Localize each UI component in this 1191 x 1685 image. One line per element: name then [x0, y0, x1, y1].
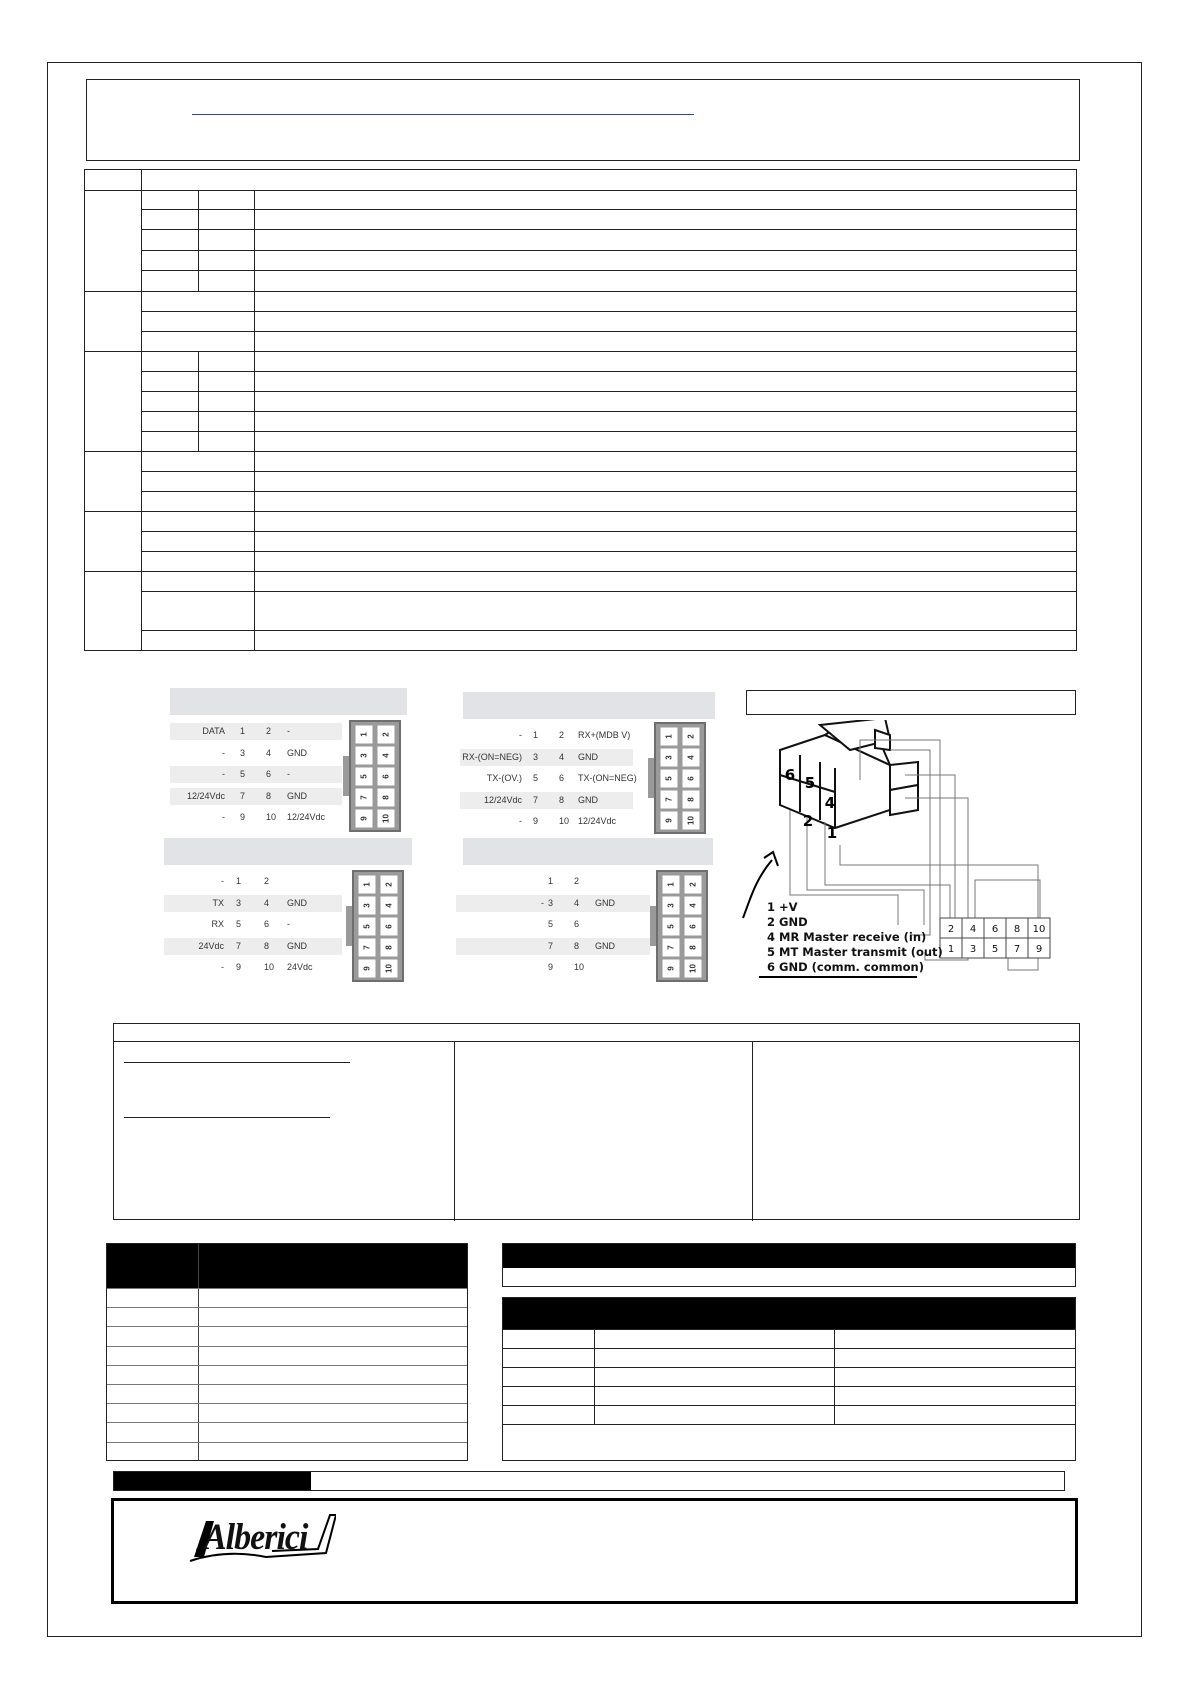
connector-pin-cell: 7: [661, 791, 678, 809]
pin-number-a: 7: [533, 794, 539, 805]
header-link[interactable]: [192, 114, 694, 115]
pin-label-right: GND: [287, 897, 307, 908]
connector-pin-cell: 4: [683, 749, 700, 767]
brand-name: Alberici: [204, 1517, 308, 1558]
info-box-1-header: [503, 1244, 1075, 1268]
connector-pin-cell: 3: [356, 747, 373, 765]
plug-title-box: [746, 690, 1076, 715]
spec-table: [84, 169, 1077, 651]
connector-pin-cell: 7: [356, 789, 373, 807]
connector-pin-cell: 4: [378, 747, 395, 765]
footer-box: [111, 1498, 1078, 1604]
info-box-1: [502, 1243, 1076, 1287]
connector-key-tab: [343, 756, 349, 796]
pin-number-b: 6: [559, 773, 565, 783]
pin-label-right: GND: [287, 940, 307, 951]
pin-label-left: -: [221, 876, 224, 886]
notes-header-line: [114, 1041, 1079, 1042]
connector-pin-cell: 5: [359, 918, 376, 936]
legend-line-4: 5 MT Master transmit (out): [767, 945, 943, 959]
legend-line-2: 2 GND: [767, 915, 808, 929]
pin-number-a: 9: [548, 962, 554, 972]
connector-pin-cell: 8: [685, 939, 702, 957]
code-table-row-line: [107, 1365, 467, 1366]
connector-pin-cell: 5: [661, 770, 678, 788]
connector-pin-cell: 8: [381, 939, 398, 957]
connector-pin-cell: 1: [663, 876, 680, 894]
connector-key-tab: [346, 906, 352, 946]
pin-number-b: 4: [574, 897, 580, 908]
pin-label-left: 12/24Vdc: [186, 790, 225, 801]
code-table-row-line: [107, 1384, 467, 1385]
connector-pin-cell: 10: [683, 812, 700, 830]
plug-block-number: 5: [804, 774, 816, 792]
plug-block-number: 1: [826, 824, 838, 842]
progress-bar: [113, 1471, 1065, 1491]
progress-fill: [114, 1472, 311, 1490]
connector-pin-cell: 6: [685, 918, 702, 936]
plug-block-number: 4: [824, 794, 836, 812]
pin-label-right: -: [287, 726, 290, 736]
connector-pin-cell: 6: [378, 768, 395, 786]
connector-pin-cell: 2: [683, 728, 700, 746]
legend-line-3: 4 MR Master receive (in): [767, 930, 927, 944]
pin-label-left: -: [519, 816, 522, 826]
connector-panel-title-top-left: [170, 688, 407, 715]
pin-label-right: GND: [578, 794, 598, 805]
info-table-col-divider: [834, 1329, 835, 1424]
info-table-col-divider: [594, 1329, 595, 1424]
code-table-header: [107, 1244, 467, 1288]
pin-label-left: -: [221, 962, 224, 972]
connector-pin-cell: 3: [359, 897, 376, 915]
legend-line-1: 1 +V: [767, 900, 798, 914]
header-pin-bottom: 9: [1035, 944, 1043, 955]
pin-label-left: TX: [212, 897, 224, 908]
connector-pin-cell: 9: [663, 960, 680, 978]
pin-label-right: GND: [595, 897, 615, 908]
header-pin-top: 4: [969, 924, 977, 935]
pin-label-left: RX-(ON=NEG): [462, 751, 522, 762]
pin-number-b: 8: [266, 790, 272, 801]
pin-number-b: 4: [559, 751, 565, 762]
pin-label-right: GND: [578, 751, 598, 762]
pin-number-a: 1: [236, 876, 242, 886]
pin-label-right: -: [287, 919, 290, 929]
pin-label-right: GND: [287, 790, 307, 801]
connector-housing-icon: [656, 870, 708, 982]
notes-box: [113, 1023, 1080, 1220]
pin-label-left: -: [541, 897, 544, 908]
pin-number-b: 8: [574, 940, 580, 951]
pin-label-right: -: [287, 769, 290, 779]
connector-panel-title-bottom-middle: [463, 838, 713, 865]
connector-pin-cell: 6: [381, 918, 398, 936]
pin-number-b: 10: [559, 816, 570, 826]
info-table-row-line: [503, 1348, 1075, 1349]
plug-legend: [767, 900, 943, 975]
pin-number-a: 9: [240, 812, 246, 822]
pin-number-b: 4: [264, 897, 270, 908]
header-pin-bottom: 5: [991, 944, 999, 955]
connector-pin-cell: 7: [663, 939, 680, 957]
header-pin-top: 10: [1032, 924, 1046, 935]
info-table-row-line: [503, 1329, 1075, 1330]
pin-label-left: -: [222, 747, 225, 758]
legend-line-5: 6 GND (comm. common): [767, 960, 924, 974]
connector-housing-icon: [654, 722, 706, 834]
plug-block-number: 2: [802, 812, 814, 830]
pin-number-b: 2: [266, 726, 272, 736]
connector-pin-cell: 2: [378, 726, 395, 744]
code-table-row-line: [107, 1442, 467, 1443]
pin-label-right: 24Vdc: [287, 962, 313, 972]
info-table-row-line: [503, 1367, 1075, 1368]
pin-label-left: -: [222, 769, 225, 779]
connector-pin-cell: 3: [661, 749, 678, 767]
pin-number-b: 2: [559, 730, 565, 740]
code-table-row-line: [107, 1288, 467, 1289]
pin-number-a: 1: [548, 876, 554, 886]
pin-label-right: GND: [287, 747, 307, 758]
connector-pin-cell: 5: [356, 768, 373, 786]
pin-number-b: 2: [264, 876, 270, 886]
code-table-col-divider: [198, 1244, 199, 1460]
connector-pin-cell: 8: [378, 789, 395, 807]
pin-number-a: 3: [548, 897, 554, 908]
pin-label-left: DATA: [202, 726, 225, 736]
code-table-row-line: [107, 1307, 467, 1308]
legend-underline: [759, 976, 917, 978]
pin-number-b: 8: [559, 794, 565, 805]
pin-label-left: TX-(OV.): [486, 773, 522, 783]
pin-label-left: -: [519, 730, 522, 740]
pin-number-a: 9: [533, 816, 539, 826]
connector-housing-icon: [352, 870, 404, 982]
pin-number-b: 2: [574, 876, 580, 886]
pin-label-left: 24Vdc: [198, 940, 224, 951]
connector-pin-cell: 6: [683, 770, 700, 788]
pin-number-a: 1: [533, 730, 539, 740]
pin-number-a: 5: [548, 919, 554, 929]
notes-divider-2: [752, 1041, 753, 1221]
header-pin-bottom: 3: [969, 944, 977, 955]
pin-number-a: 1: [240, 726, 246, 736]
notes-divider-1: [454, 1041, 455, 1221]
pin-label-right: GND: [595, 940, 615, 951]
code-table-row-line: [107, 1403, 467, 1404]
pin-number-b: 6: [264, 919, 270, 929]
pin-number-a: 3: [533, 751, 539, 762]
pin-number-b: 8: [264, 940, 270, 951]
pin-label-left: 12/24Vdc: [483, 794, 522, 805]
connector-pin-cell: 1: [359, 876, 376, 894]
pin-label-left: RX: [211, 919, 224, 929]
pin-number-b: 10: [266, 812, 277, 822]
code-table-row-line: [107, 1422, 467, 1423]
connector-pin-cell: 9: [356, 810, 373, 828]
connector-pin-cell: 10: [381, 960, 398, 978]
connector-pin-cell: 2: [685, 876, 702, 894]
pin-number-a: 9: [236, 962, 242, 972]
info-table-row-line: [503, 1386, 1075, 1387]
notes-underline-2: [124, 1117, 330, 1118]
pin-number-a: 3: [240, 747, 246, 758]
notes-underline-1: [124, 1062, 350, 1063]
connector-pin-cell: 10: [685, 960, 702, 978]
connector-pin-cell: 1: [356, 726, 373, 744]
pin-number-b: 10: [264, 962, 275, 972]
pin-number-a: 5: [240, 769, 246, 779]
info-table-header: [503, 1298, 1075, 1329]
info-table-row-line: [503, 1405, 1075, 1406]
connector-pin-cell: 2: [381, 876, 398, 894]
connector-key-tab: [650, 906, 656, 946]
header-pin-top: 2: [947, 924, 955, 935]
info-table-row-line: [503, 1424, 1075, 1425]
connector-key-tab: [648, 758, 654, 798]
header-pin-bottom: 1: [947, 944, 955, 955]
pin-number-a: 5: [236, 919, 242, 929]
pin-label-left: -: [222, 812, 225, 822]
code-table-row-line: [107, 1326, 467, 1327]
header-pin-top: 8: [1013, 924, 1021, 935]
code-table-row-line: [107, 1346, 467, 1347]
pin-number-b: 6: [574, 919, 580, 929]
connector-pin-cell: 8: [683, 791, 700, 809]
connector-pin-cell: 5: [663, 918, 680, 936]
connector-pin-cell: 4: [685, 897, 702, 915]
connector-pin-cell: 9: [359, 960, 376, 978]
plug-block-number: 6: [784, 766, 796, 784]
pin-number-a: 7: [548, 940, 554, 951]
header-box: [86, 79, 1080, 161]
connector-housing-icon: [349, 720, 401, 832]
connector-panel-title-bottom-left: [164, 838, 412, 865]
pin-label-right: 12/24Vdc: [578, 816, 617, 826]
pin-number-a: 7: [236, 940, 242, 951]
connector-pin-cell: 4: [381, 897, 398, 915]
pin-label-right: RX+(MDB V): [578, 730, 631, 740]
pin-number-a: 5: [533, 773, 539, 783]
pin-number-b: 4: [266, 747, 272, 758]
header-pin-top: 6: [991, 924, 999, 935]
code-table: [106, 1243, 468, 1461]
brand-logo: [186, 1509, 336, 1569]
connector-panel-title-top-middle: [463, 692, 715, 719]
connector-pin-cell: 10: [378, 810, 395, 828]
pin-number-a: 7: [240, 790, 246, 801]
connector-pin-cell: 3: [663, 897, 680, 915]
pin-number-b: 10: [574, 962, 585, 972]
connector-pin-cell: 1: [661, 728, 678, 746]
pin-number-a: 3: [236, 897, 242, 908]
pin-label-right: 12/24Vdc: [287, 812, 326, 822]
pin-number-b: 6: [266, 769, 272, 779]
info-table: [502, 1297, 1076, 1461]
pin-label-right: TX-(ON=NEG): [578, 773, 637, 783]
connector-pin-cell: 7: [359, 939, 376, 957]
connector-pin-cell: 9: [661, 812, 678, 830]
header-pin-bottom: 7: [1013, 944, 1021, 955]
